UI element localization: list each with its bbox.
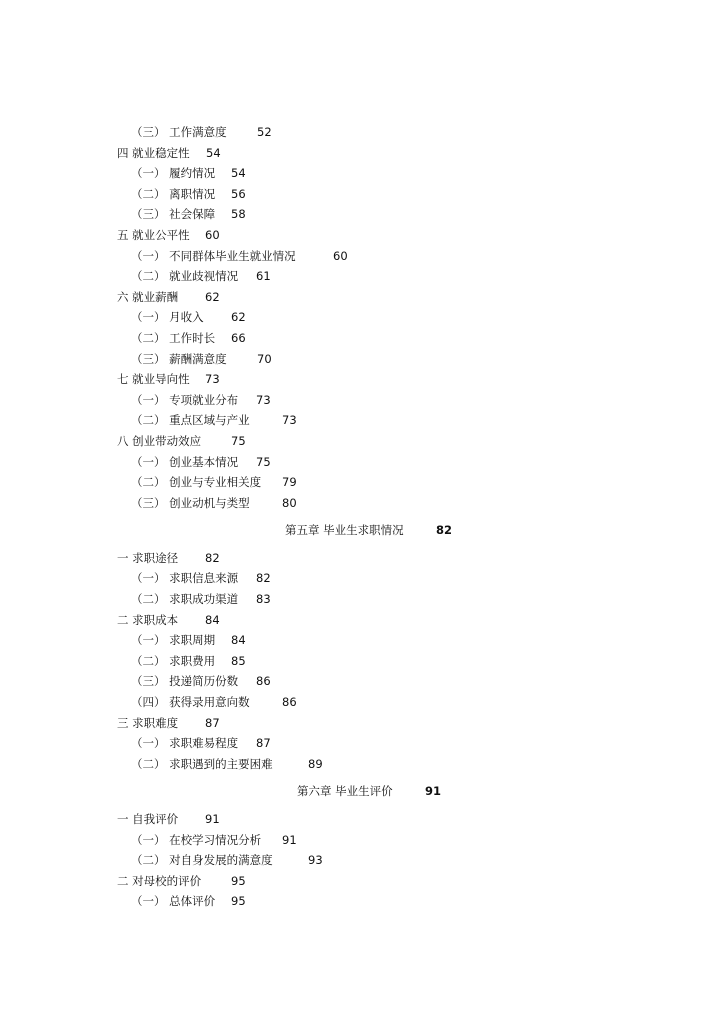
toc-subsection-entry — [0, 472, 724, 493]
toc-entry-label: （二） 求职遇到的主要困难 — [131, 756, 273, 771]
toc-section-entry — [0, 225, 724, 246]
toc-page-number: 75 — [256, 454, 271, 469]
toc-entry-label: （三） 薪酬满意度 — [131, 351, 227, 366]
toc-page-number: 62 — [231, 310, 246, 325]
toc-page-number: 73 — [282, 413, 297, 428]
toc-page-number: 54 — [231, 166, 246, 181]
toc-entry-label: （二） 求职成功渠道 — [131, 592, 239, 607]
toc-page-number: 73 — [256, 392, 271, 407]
toc-page-number: 54 — [206, 145, 221, 160]
toc-entry-label: 第五章 毕业生求职情况 — [285, 523, 404, 538]
toc-entry-label: （一） 总体评价 — [131, 894, 216, 909]
toc-page-number: 62 — [205, 289, 220, 304]
toc-section-entry — [0, 143, 724, 164]
toc-subsection-entry — [0, 754, 724, 775]
toc-entry-label: （三） 社会保障 — [131, 207, 216, 222]
toc-page-number: 86 — [256, 674, 271, 689]
toc-page-number: 84 — [205, 612, 220, 627]
toc-page-number: 95 — [231, 894, 246, 909]
toc-entry-label: （一） 求职信息来源 — [131, 571, 239, 586]
toc-entry-label: （三） 投递简历份数 — [131, 674, 239, 689]
toc-page-number: 85 — [231, 653, 246, 668]
toc-chapter-heading — [0, 520, 724, 541]
toc-entry-label: 四 就业稳定性 — [117, 145, 190, 160]
toc-entry-label: （二） 对自身发展的满意度 — [131, 853, 273, 868]
toc-page-number: 73 — [205, 372, 220, 387]
toc-chapter-heading — [0, 781, 724, 802]
toc-section-entry — [0, 369, 724, 390]
toc-page-number: 58 — [231, 207, 246, 222]
toc-page-number: 83 — [256, 592, 271, 607]
toc-page-number: 56 — [231, 186, 246, 201]
toc-page-number: 82 — [205, 550, 220, 565]
toc-page-number: 80 — [282, 495, 297, 510]
toc-entry-label: （一） 求职周期 — [131, 633, 216, 648]
toc-page-number: 91 — [205, 812, 220, 826]
toc-subsection-entry — [0, 349, 724, 370]
toc-page-number: 60 — [205, 227, 220, 242]
toc-page-number: 61 — [256, 269, 271, 284]
toc-entry-label: （二） 工作时长 — [131, 330, 216, 345]
toc-entry-label: （四） 获得录用意向数 — [131, 695, 250, 710]
toc-page-number: 82 — [436, 523, 453, 538]
toc-entry-label: （一） 创业基本情况 — [131, 454, 239, 469]
toc-page-number: 86 — [282, 695, 297, 710]
toc-entry-label: 第六章 毕业生评价 — [297, 784, 393, 799]
toc-subsection-entry — [0, 390, 724, 411]
toc-subsection-entry — [0, 568, 724, 589]
toc-subsection-entry — [0, 589, 724, 610]
toc-entry-label: 二 对母校的评价 — [117, 873, 202, 888]
toc-subsection-entry — [0, 410, 724, 431]
toc-entry-label: （二） 重点区域与产业 — [131, 413, 250, 428]
toc-entry-label: （一） 不同群体毕业生就业情况 — [131, 248, 296, 263]
toc-subsection-entry — [0, 452, 724, 473]
toc-subsection-entry — [0, 850, 724, 871]
toc-page-number: 84 — [231, 633, 246, 648]
toc-page-number: 93 — [308, 853, 323, 868]
toc-page-number: 91 — [282, 832, 297, 847]
toc-subsection-entry — [0, 630, 724, 651]
toc-section-entry — [0, 431, 724, 452]
toc-section-entry — [0, 287, 724, 308]
toc-page-number: 75 — [231, 433, 246, 448]
toc-entry-label: 三 求职难度 — [117, 715, 179, 730]
toc-page-number: 87 — [205, 715, 220, 730]
toc-entry-label: 八 创业带动效应 — [117, 433, 202, 448]
toc-entry-label: 一 自我评价 — [117, 812, 179, 826]
toc-entry-label: （二） 就业歧视情况 — [131, 269, 239, 284]
toc-section-entry — [0, 809, 724, 830]
toc-subsection-entry — [0, 493, 724, 514]
toc-subsection-entry — [0, 266, 724, 287]
toc-entry-label: 六 就业薪酬 — [117, 289, 179, 304]
toc-section-entry — [0, 871, 724, 892]
toc-page-number: 66 — [231, 330, 246, 345]
toc-subsection-entry — [0, 830, 724, 851]
toc-page-number: 79 — [282, 475, 297, 490]
toc-subsection-entry — [0, 122, 724, 143]
toc-entry-label: （一） 履约情况 — [131, 166, 216, 181]
toc-entry-label: （三） 工作满意度 — [131, 125, 227, 139]
toc-entry-label: 一 求职途径 — [117, 550, 179, 565]
toc-page-number: 91 — [425, 784, 442, 799]
toc-entry-label: 五 就业公平性 — [117, 227, 190, 242]
toc-entry-label: （三） 创业动机与类型 — [131, 495, 250, 510]
toc-page-number: 87 — [256, 736, 271, 751]
toc-entry-label: （一） 在校学习情况分析 — [131, 832, 262, 847]
toc-subsection-entry — [0, 328, 724, 349]
toc-subsection-entry — [0, 891, 724, 912]
toc-entry-label: （一） 求职难易程度 — [131, 736, 239, 751]
toc-entry-label: （二） 求职费用 — [131, 653, 216, 668]
toc-entry-label: （二） 离职情况 — [131, 186, 216, 201]
toc-entry-label: （一） 专项就业分布 — [131, 392, 239, 407]
toc-subsection-entry — [0, 307, 724, 328]
toc-section-entry — [0, 548, 724, 569]
toc-entry-label: 七 就业导向性 — [117, 372, 190, 387]
toc-page-number: 52 — [257, 125, 272, 139]
toc-section-entry — [0, 610, 724, 631]
toc-entry-label: （一） 月收入 — [131, 310, 204, 325]
toc-subsection-entry — [0, 184, 724, 205]
toc-subsection-entry — [0, 651, 724, 672]
toc-subsection-entry — [0, 733, 724, 754]
toc-subsection-entry — [0, 163, 724, 184]
toc-page-number: 70 — [257, 351, 272, 366]
toc-subsection-entry — [0, 671, 724, 692]
toc-subsection-entry — [0, 692, 724, 713]
toc-subsection-entry — [0, 204, 724, 225]
toc-section-entry — [0, 713, 724, 734]
toc-page-number: 89 — [308, 756, 323, 771]
toc-subsection-entry — [0, 246, 724, 267]
toc-page-number: 82 — [256, 571, 271, 586]
toc-entry-label: （二） 创业与专业相关度 — [131, 475, 262, 490]
table-of-contents — [0, 122, 724, 912]
toc-page-number: 95 — [231, 873, 246, 888]
toc-page-number: 60 — [333, 248, 348, 263]
toc-entry-label: 二 求职成本 — [117, 612, 179, 627]
